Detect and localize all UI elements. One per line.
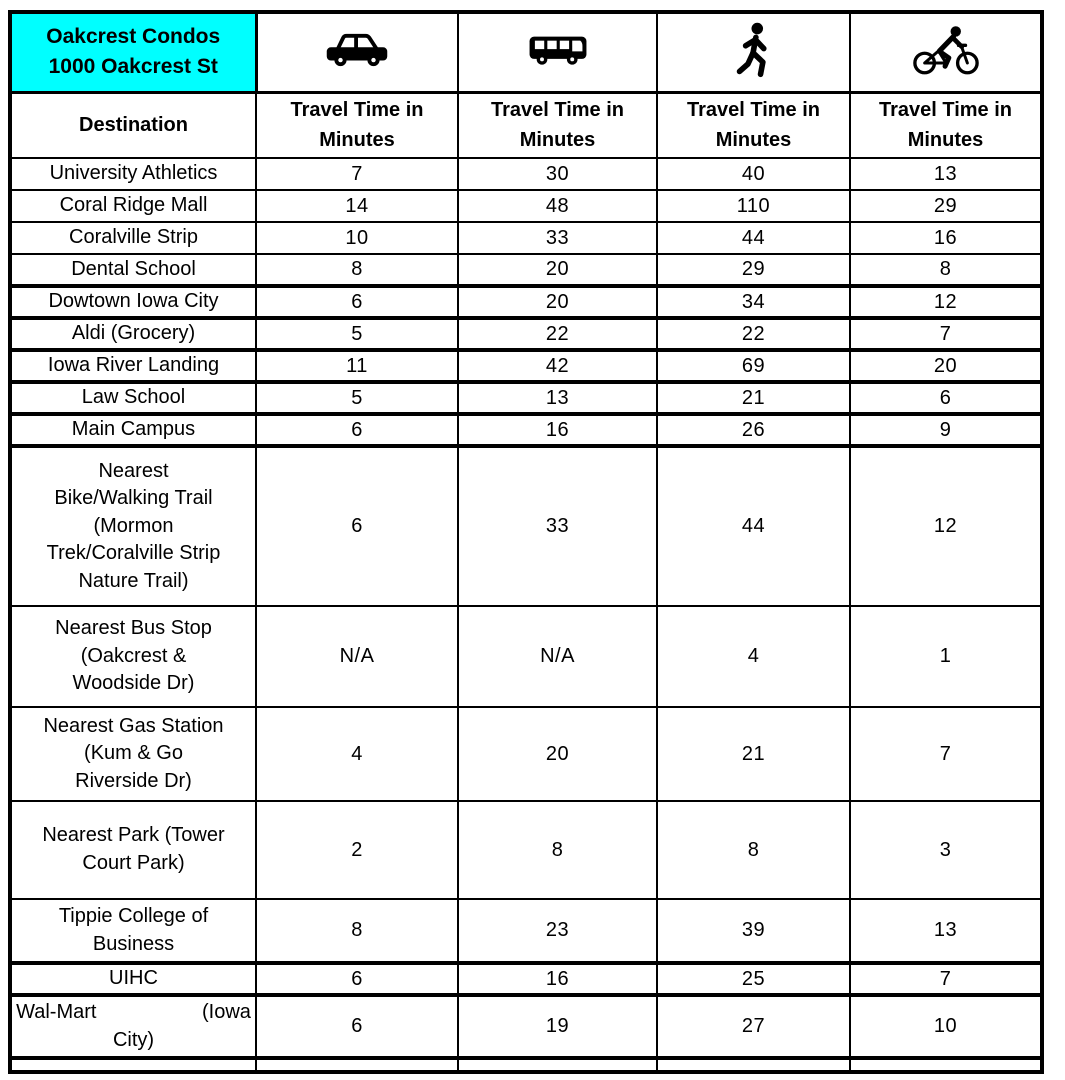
travel-time-cell: 48 [458, 190, 657, 222]
destination-cell: Law School [10, 382, 256, 414]
travel-time-cell: 12 [850, 446, 1042, 606]
travel-time-cell: 8 [850, 254, 1042, 286]
travel-time-cell: 33 [458, 222, 657, 254]
table-row [10, 318, 1042, 350]
destination-cell: Wal-Mart (Iowa City) [10, 995, 256, 1058]
travel-time-cell [256, 1058, 458, 1072]
travel-time-cell: N/A [458, 606, 657, 707]
table-row [10, 414, 1042, 446]
origin-address-cell: Oakcrest Condos 1000 Oakcrest St [10, 12, 256, 92]
table-row [10, 1058, 1042, 1072]
table-row [10, 606, 1042, 707]
travel-time-cell: 34 [657, 286, 850, 318]
travel-time-cell: 13 [458, 382, 657, 414]
travel-time-cell: 14 [256, 190, 458, 222]
travel-time-cell: 12 [850, 286, 1042, 318]
travel-time-cell: 39 [657, 899, 850, 963]
table-row [10, 995, 1042, 1058]
travel-time-cell: 5 [256, 382, 458, 414]
destination-cell: Iowa River Landing [10, 350, 256, 382]
table-row [10, 286, 1042, 318]
destination-cell: Dental School [10, 254, 256, 286]
travel-time-cell: 6 [256, 995, 458, 1058]
pedestrian-column-header [657, 12, 850, 92]
travel-time-cell: 5 [256, 318, 458, 350]
pedestrian-icon [734, 22, 774, 78]
travel-time-cell: 22 [458, 318, 657, 350]
travel-time-cell: 20 [458, 286, 657, 318]
car-icon [324, 31, 390, 69]
table-row [10, 899, 1042, 963]
travel-time-cell: 6 [850, 382, 1042, 414]
destination-cell: Nearest Gas Station (Kum & Go Riverside Dr) [10, 707, 256, 801]
travel-time-cell: 8 [256, 254, 458, 286]
travel-time-cell [850, 1058, 1042, 1072]
travel-time-cell: 7 [850, 707, 1042, 801]
travel-time-cell: 16 [458, 414, 657, 446]
travel-time-cell: 29 [850, 190, 1042, 222]
travel-time-cell: 1 [850, 606, 1042, 707]
destination-cell: Tippie College of Business [10, 899, 256, 963]
table-row [10, 707, 1042, 801]
travel-time-cell: 26 [657, 414, 850, 446]
destination-cell [10, 1058, 256, 1072]
car-column-header [256, 12, 458, 92]
travel-time-cell: 7 [850, 963, 1042, 995]
travel-time-cell: 27 [657, 995, 850, 1058]
travel-time-cell: 11 [256, 350, 458, 382]
travel-time-cell: 19 [458, 995, 657, 1058]
travel-time-cell: 44 [657, 446, 850, 606]
travel-time-cell: 10 [850, 995, 1042, 1058]
destination-cell: Nearest Bike/Walking Trail (Mormon Trek/Coralville Strip Nature Trail) [10, 446, 256, 606]
travel-time-cell: 25 [657, 963, 850, 995]
travel-time-cell: 10 [256, 222, 458, 254]
table-row [10, 801, 1042, 899]
travel-time-cell: 16 [458, 963, 657, 995]
destination-cell: Main Campus [10, 414, 256, 446]
travel-time-cell: 20 [458, 254, 657, 286]
travel-time-cell: 40 [657, 158, 850, 190]
travel-time-cell: 6 [256, 963, 458, 995]
bus-column-header [458, 12, 657, 92]
travel-time-cell: 69 [657, 350, 850, 382]
destination-cell: Dowtown Iowa City [10, 286, 256, 318]
destination-header: Destination [10, 92, 256, 158]
travel-time-cell: 4 [657, 606, 850, 707]
destination-cell: Nearest Bus Stop (Oakcrest & Woodside Dr) [10, 606, 256, 707]
bus-travel-time-header: Travel Time in Minutes [458, 92, 657, 158]
travel-time-cell: 23 [458, 899, 657, 963]
column-header-row [10, 92, 1042, 158]
table-row [10, 963, 1042, 995]
bus-icon [526, 31, 590, 69]
travel-time-cell: 7 [256, 158, 458, 190]
travel-time-cell: 2 [256, 801, 458, 899]
table-row [10, 222, 1042, 254]
travel-time-cell: 44 [657, 222, 850, 254]
travel-time-cell: 110 [657, 190, 850, 222]
destination-cell: Coral Ridge Mall [10, 190, 256, 222]
travel-time-cell [657, 1058, 850, 1072]
table-row [10, 446, 1042, 606]
travel-time-cell: 13 [850, 899, 1042, 963]
icon-header-row [10, 12, 1042, 92]
table-row [10, 254, 1042, 286]
travel-time-cell: 29 [657, 254, 850, 286]
travel-time-cell [458, 1058, 657, 1072]
travel-time-cell: 8 [657, 801, 850, 899]
table-row [10, 158, 1042, 190]
travel-time-cell: 33 [458, 446, 657, 606]
table-body [10, 158, 1042, 1072]
travel-time-cell: 20 [850, 350, 1042, 382]
travel-time-cell: 30 [458, 158, 657, 190]
table-row [10, 382, 1042, 414]
travel-time-cell: 6 [256, 446, 458, 606]
destination-cell: University Athletics [10, 158, 256, 190]
travel-time-cell: 9 [850, 414, 1042, 446]
travel-time-cell: 4 [256, 707, 458, 801]
car-travel-time-header: Travel Time in Minutes [256, 92, 458, 158]
destination-cell: UIHC [10, 963, 256, 995]
travel-time-cell: 7 [850, 318, 1042, 350]
travel-time-cell: 6 [256, 414, 458, 446]
bicycle-icon [911, 24, 981, 76]
travel-time-cell: 21 [657, 707, 850, 801]
travel-time-cell: 13 [850, 158, 1042, 190]
travel-time-cell: 42 [458, 350, 657, 382]
travel-time-table [8, 10, 1044, 1074]
travel-time-cell: 6 [256, 286, 458, 318]
travel-time-cell: 20 [458, 707, 657, 801]
travel-time-cell: 22 [657, 318, 850, 350]
walk-travel-time-header: Travel Time in Minutes [657, 92, 850, 158]
destination-cell: Nearest Park (Tower Court Park) [10, 801, 256, 899]
travel-time-cell: 16 [850, 222, 1042, 254]
table-row [10, 350, 1042, 382]
travel-time-cell: 8 [256, 899, 458, 963]
table-row [10, 190, 1042, 222]
bike-travel-time-header: Travel Time in Minutes [850, 92, 1042, 158]
travel-time-cell: 3 [850, 801, 1042, 899]
bicycle-column-header [850, 12, 1042, 92]
destination-cell: Coralville Strip [10, 222, 256, 254]
travel-time-cell: N/A [256, 606, 458, 707]
travel-time-cell: 8 [458, 801, 657, 899]
destination-cell: Aldi (Grocery) [10, 318, 256, 350]
travel-time-cell: 21 [657, 382, 850, 414]
